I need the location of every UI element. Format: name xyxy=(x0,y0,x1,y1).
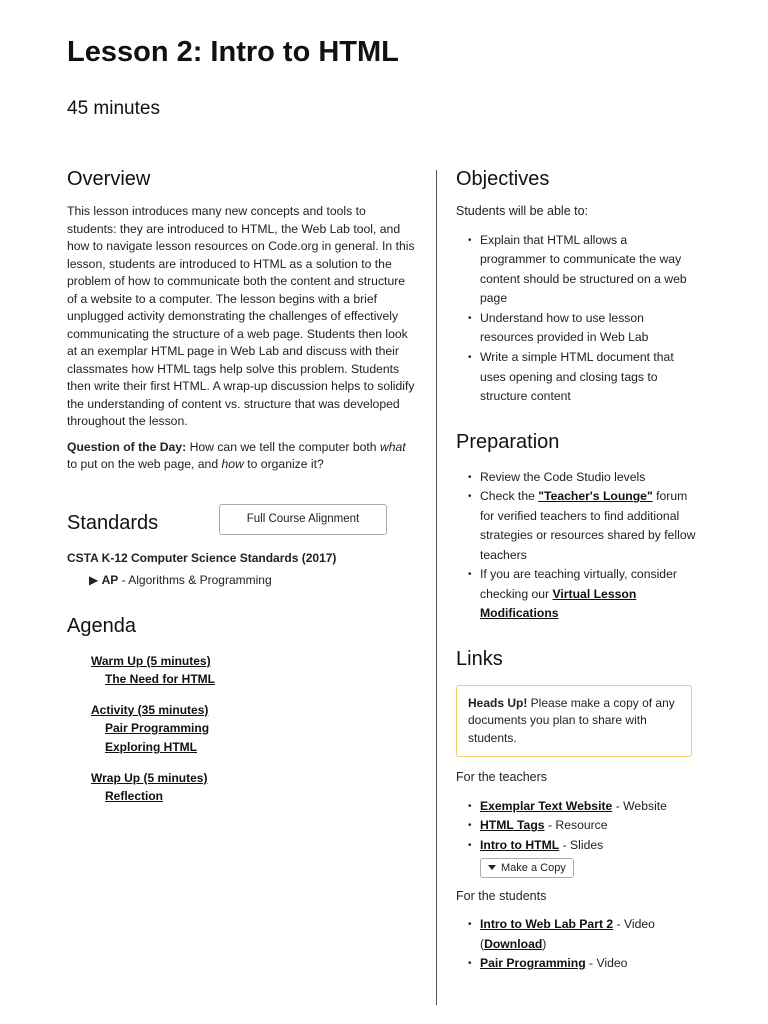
qotd-text-3: to organize it? xyxy=(243,457,324,471)
heads-up-callout xyxy=(456,685,692,758)
callout-text: Please make a copy of any documents you plan to share with students. xyxy=(468,695,675,745)
objectives-intro: Students will be able to: xyxy=(456,204,589,218)
preparation-item: • Review the Code Studio levels xyxy=(480,468,696,488)
make-a-copy-button[interactable] xyxy=(480,858,574,878)
agenda-link-pair-programming[interactable]: Pair Programming xyxy=(105,720,210,735)
html-tags-link[interactable]: HTML Tags xyxy=(480,818,545,833)
resource-item xyxy=(480,915,696,954)
column-divider xyxy=(436,170,437,1005)
resource-item xyxy=(480,954,696,973)
question-of-the-day xyxy=(67,439,417,474)
agenda-list xyxy=(91,652,417,806)
standard-ap-toggle[interactable] xyxy=(89,573,417,587)
agenda-group-wrapup xyxy=(91,769,417,807)
right-column xyxy=(456,168,696,973)
make-a-copy-label: Make a Copy xyxy=(501,861,566,874)
page-title: Lesson 2: Intro to HTML xyxy=(67,36,399,68)
resource-type: - Video xyxy=(585,955,628,970)
objectives-list xyxy=(456,231,696,407)
objective-item: • Explain that HTML allows a programmer to communicate the way content should be structured on a web page xyxy=(480,231,696,309)
qotd-text-2: to put on the web page, and xyxy=(67,457,222,471)
teacher-resources-list xyxy=(456,797,696,856)
students-label: For the students xyxy=(456,888,547,903)
callout-label: Heads Up! xyxy=(468,695,528,710)
overview-text: This lesson introduces many new concepts and tools to students: they are introduced to HTML, the Web Lab tool, and how to navigate lesson resources on Code.org in general. In this lesson, students are introduced to HTML as a solution to the problem of how to communicate both the content and structure of a website to a computer. The lesson begins with a brief unplugged activity demonstrating the challenges of effectively communicating the structure of a web page. Students then look at an exemplar HTML page in Web Lab and discuss with their classmates how HTML tags help solve this problem. Students then write their first HTML. A wrap-up discussion helps to solidify the understanding of content vs. structure that was developed throughout the lesson. xyxy=(67,204,415,428)
triangle-right-icon: ▶ xyxy=(89,573,99,587)
exemplar-text-website-link[interactable]: Exemplar Text Website xyxy=(480,798,613,813)
agenda-group-activity xyxy=(91,701,417,758)
overview-heading: Overview xyxy=(67,168,151,190)
lesson-duration: 45 minutes xyxy=(67,98,160,119)
objective-item: • Write a simple HTML document that uses opening and closing tags to structure content xyxy=(480,348,696,407)
qotd-emphasis-what: what xyxy=(379,439,406,454)
prep-text: forum for verified teachers to find additional strategies or resources shared by fellow teachers xyxy=(480,489,696,562)
resource-type: - Video ( xyxy=(480,917,655,951)
paren-close: ) xyxy=(542,936,547,951)
student-resources-list xyxy=(456,915,696,973)
teachers-lounge-link[interactable]: "Teacher's Lounge" xyxy=(538,489,653,504)
full-course-alignment-button[interactable]: Full Course Alignment xyxy=(219,504,387,535)
objectives-heading: Objectives xyxy=(456,168,550,190)
standards-heading: Standards xyxy=(67,511,159,534)
resource-item xyxy=(480,836,696,856)
prep-text: If you are teaching virtually, consider checking our xyxy=(480,567,677,601)
qotd-emphasis-how: how xyxy=(221,457,244,471)
ap-label: AP xyxy=(101,573,119,587)
standards-framework: CSTA K-12 Computer Science Standards (2017) xyxy=(67,550,337,565)
preparation-item xyxy=(480,565,696,624)
ap-description: - Algorithms & Programming xyxy=(118,573,272,587)
pair-programming-video-link[interactable]: Pair Programming xyxy=(480,955,586,970)
resource-type: - Website xyxy=(612,798,667,813)
agenda-link-exploring-html[interactable]: Exploring HTML xyxy=(105,740,197,754)
resource-item xyxy=(480,816,696,836)
agenda-heading: Agenda xyxy=(67,615,136,637)
standards-header xyxy=(67,504,417,544)
agenda-link-warmup[interactable]: Warm Up (5 minutes) xyxy=(91,654,211,668)
objective-item: • Understand how to use lesson resources provided in Web Lab xyxy=(480,309,696,348)
qotd-text-1: How can we tell the computer both xyxy=(186,439,380,454)
prep-text: Check the xyxy=(480,489,539,504)
preparation-item xyxy=(480,487,696,565)
agenda-link-need-for-html[interactable]: The Need for HTML xyxy=(105,672,215,686)
links-heading: Links xyxy=(456,647,503,670)
teachers-label: For the teachers xyxy=(456,770,548,785)
intro-to-web-lab-link[interactable]: Intro to Web Lab Part 2 xyxy=(480,917,614,932)
resource-item xyxy=(480,797,696,817)
agenda-link-activity[interactable]: Activity (35 minutes) xyxy=(91,702,209,717)
resource-type: - Resource xyxy=(544,818,608,833)
preparation-list xyxy=(456,468,696,624)
agenda-group-warmup xyxy=(91,652,417,690)
virtual-lesson-modifications-link[interactable]: Virtual Lesson Modifications xyxy=(480,586,637,621)
download-link[interactable]: Download xyxy=(484,936,543,951)
caret-down-icon xyxy=(488,865,496,870)
left-column xyxy=(67,168,417,817)
preparation-heading: Preparation xyxy=(456,430,560,453)
resource-type: - Slides xyxy=(559,838,604,853)
intro-to-html-slides-link[interactable]: Intro to HTML xyxy=(480,838,560,853)
agenda-link-wrapup[interactable]: Wrap Up (5 minutes) xyxy=(91,770,208,785)
agenda-link-reflection[interactable]: Reflection xyxy=(105,788,164,803)
qotd-label: Question of the Day: xyxy=(67,439,187,454)
